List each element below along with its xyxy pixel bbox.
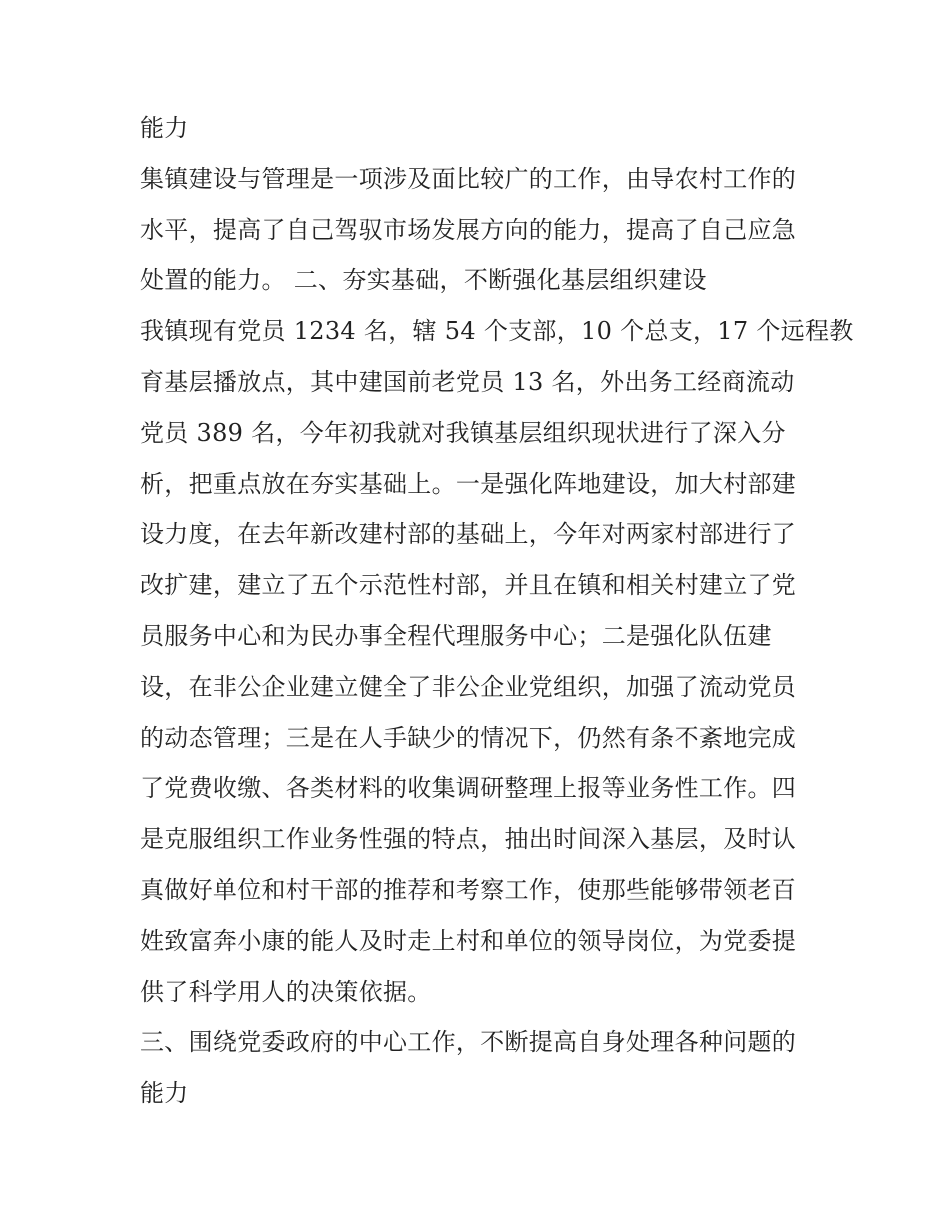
text-line: 党员 389 名，今年初我就对我镇基层组织现状进行了深入分 [140,418,786,447]
text-line: 员服务中心和为民办事全程代理服务中心；二是强化队伍建 [140,621,772,650]
text-line: 的动态管理；三是在人手缺少的情况下，仍然有条不紊地完成 [140,723,797,752]
text-line: 我镇现有党员 1234 名，辖 54 个支部，10 个总支，17 个远程教 [140,317,854,346]
text-line: 析，把重点放在夯实基础上。一是强化阵地建设，加大村部建 [140,469,797,498]
text-line: 水平，提高了自己驾驭市场发展方向的能力，提高了自己应急 [140,215,797,244]
text-line: 设力度，在去年新改建村部的基础上，今年对两家村部进行了 [140,520,797,549]
document-body [140,103,854,1119]
text-line: 改扩建，建立了五个示范性村部，并且在镇和相关村建立了党 [140,571,797,600]
text-line: 三、围绕党委政府的中心工作，不断提高自身处理各种问题的 [140,1028,797,1057]
text-line: 姓致富奔小康的能人及时走上村和单位的领导岗位，为党委提 [140,926,797,955]
text-line: 了党费收缴、各类材料的收集调研整理上报等业务性工作。四 [140,774,797,803]
text-line: 能力 [140,114,189,142]
text-line: 集镇建设与管理是一项涉及面比较广的工作，由导农村工作的 [140,164,797,193]
text-line: 处置的能力。 二、夯实基础，不断强化基层组织建设 [140,266,707,295]
text-line: 真做好单位和村干部的推荐和考察工作，使那些能够带领老百 [140,875,797,904]
text-line: 是克服组织工作业务性强的特点，抽出时间深入基层，及时认 [140,825,797,854]
text-line: 能力 [140,1079,189,1108]
text-line: 育基层播放点，其中建国前老党员 13 名，外出务工经商流动 [140,367,795,396]
text-line: 供了科学用人的决策依据。 [140,977,432,1006]
text-line: 设，在非公企业建立健全了非公企业党组织，加强了流动党员 [140,672,797,701]
